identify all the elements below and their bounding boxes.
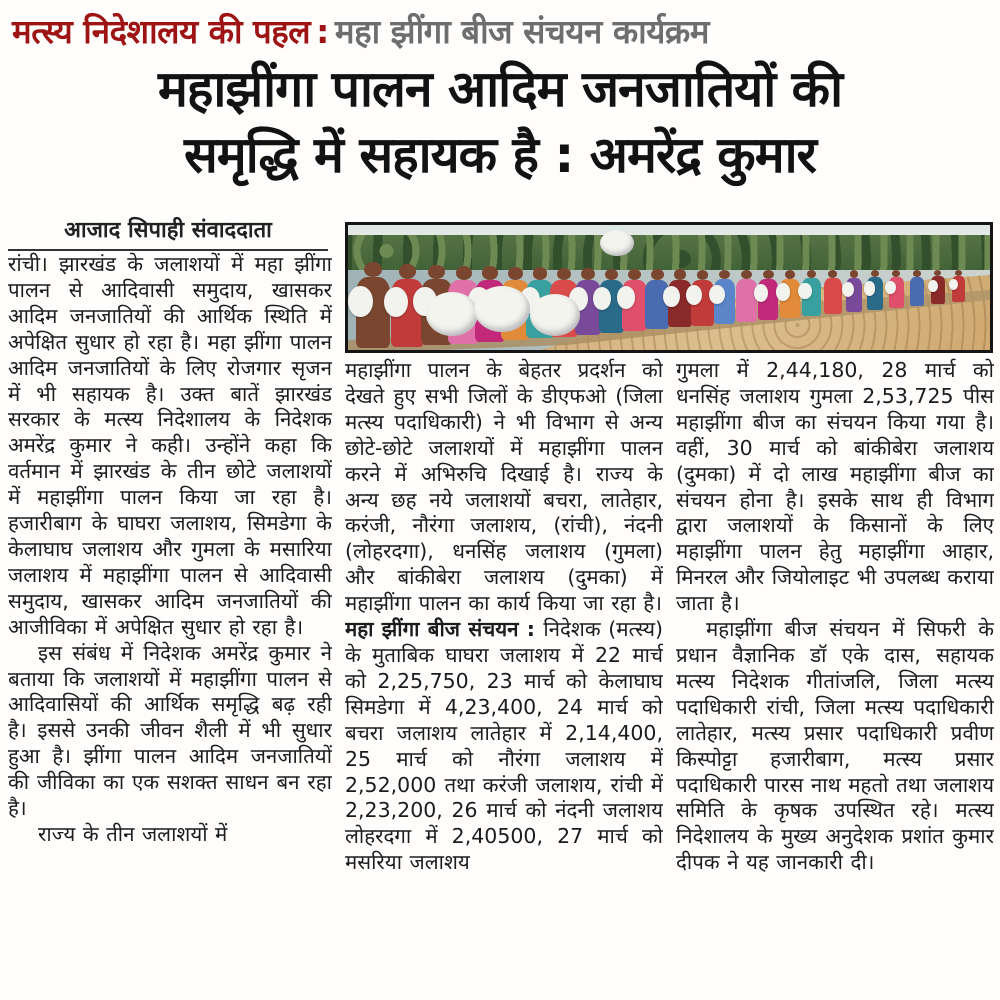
kicker — [12, 8, 992, 53]
byline: आजाद सिपाही संवाददाता — [8, 214, 328, 251]
article-column-1 — [8, 252, 332, 998]
kicker-title: महा झींगा बीज संचयन कार्यक्रम — [334, 12, 709, 51]
paragraph: इस संबंध में निदेशक अमरेंद्र कुमार ने बताया कि जलाशयों में महाझींगा पालन से आदिवासियों की आर्थिक समृद्धि बढ़ रही है। इससे उनकी जीवन शैली में भी सुधार हुआ है। झींगा पालन आदिम जनजातियों की जीविका का एक सशक्त साधन बन रहा है। — [8, 640, 332, 821]
photo-person — [846, 270, 863, 312]
paragraph: महाझींगा बीज संचयन में सिफरी के प्रधान वैज्ञानिक डॉ एके दास, सहायक मत्स्य निदेशक गीतांजलि, जिला मत्स्य पदाधिकारी रांची, जिला मत्स्य पदाधिकारी लातेहार, मत्स्य प्रसार पदाधिकारी प्रवीण किस्पोट्टा हजारीबाग, मत्स्य प्रसार पदाधिकारी पारस नाथ महतो तथा जलाशय समिति के कृषक उपस्थित रहे। मत्स्य निदेशालय के मुख्य अनुदेशक प्रशांत कुमार दीपक ने यह जानकारी दी। — [676, 617, 994, 875]
paragraph: महाझींगा पालन के बेहतर प्रदर्शन को देखते हुए सभी जिलों के डीएफओ (जिला मत्स्य पदाधिकारी) ने भी विभाग से अन्य छोटे-छोटे जलाशयों में महाझींगा पालन करने में अभिरुचि दिखाई है। राज्य के अन्य छह नये जलाशयों बचरा, लातेहार, करंजी, नौरंगा जलाशय, (रांची), नंदनी (लोहरदगा), धनसिंह जलाशय (गुमला) और बांकीबेरा जलाशय (दुमका) में महाझींगा पालन का कार्य किया जा रहा है। — [345, 358, 663, 616]
kicker-label: मत्स्य निदेशालय की पहल — [12, 12, 311, 51]
photo-person — [824, 270, 842, 314]
photo-person — [714, 270, 736, 324]
photo-person — [952, 270, 965, 302]
photo-person — [910, 270, 924, 306]
photo-person — [867, 270, 883, 310]
photo-raised-bag — [600, 230, 634, 256]
photo-person — [889, 270, 904, 308]
headline-line-1: महाझींगा पालन आदिम जनजातियों की — [157, 60, 843, 118]
photo-person — [931, 270, 945, 304]
article-column-3 — [676, 358, 994, 998]
paragraph: राज्य के तीन जलाशयों में — [38, 821, 228, 846]
kicker-separator: : — [316, 12, 329, 51]
paragraph: गुमला में 2,44,180, 28 मार्च को धनसिंह जलाशय गुमला 2,53,725 पीस महाझींगा बीज का संचयन किया गया है। वहीं, 30 मार्च को बांकीबेरा जलाशय (दुमका) में दो लाख महाझींगा बीज का संचयन होना है। इसके साथ ही विभाग द्वारा जलाशयों के किसानों के लिए महाझींगा पालन हेतु महाझींगा आहार, मिनरल और जियोलाइट भी उपलब्ध कराया जाता है। — [676, 358, 994, 616]
photo-seed-bags — [426, 284, 626, 336]
photo-person — [802, 270, 820, 316]
paragraph: महा झींगा बीज संचयन : निदेशक (मत्स्य) के मुताबिक घाघरा जलाशय में 22 मार्च को 2,25,750, 23 मार्च को केलाघाघ सिमडेगा में 4,23,400, 24 मार्च को बचरा जलाशय लातेहार में 2,14,400, 25 मार्च को नौरंगा जलाशय में 2,52,000 तथा करंजी जलाशय, रांची में 2,23,200, 26 मार्च को नंदनी जलाशय लोहरदगा में 2,40500, 27 मार्च को मसरिया जलाशय — [345, 617, 663, 875]
headline — [6, 56, 994, 188]
paragraph: रांची। झारखंड के जलाशयों में महा झींगा पालन से आदिवासी समुदाय, खासकर आदिम जनजातियों की आर्थिक स्थिति में अपेक्षित सुधार हो रहा है। महा झींगा पालन आदिम जनजातियों के लिए रोजगार सृजन में भी सहायक है। उक्त बातें झारखंड सरकार के मत्स्य निदेशालय के निदेशक अमरेंद्र कुमार ने कही। उन्होंने कहा कि वर्तमान में झारखंड के तीन छोटे जलाशयों में महाझींगा पालन किया जा रहा है। हजारीबाग के घाघरा जलाशय, सिमडेगा के केलाघाघ जलाशय और गुमला के मसारिया जलाशय में महाझींगा पालन से आदिवासी समुदाय, खासकर आदिम जनजातियों की आजीविका में अपेक्षित सुधार हो रहा है। — [8, 252, 332, 639]
headline-line-2: समृद्धि में सहायक है : अमरेंद्र कुमार — [184, 126, 816, 184]
article-photo — [345, 222, 993, 353]
paragraph-lead: महा झींगा बीज संचयन : — [345, 617, 544, 642]
photo-person — [780, 270, 799, 318]
article-column-2 — [345, 358, 663, 998]
